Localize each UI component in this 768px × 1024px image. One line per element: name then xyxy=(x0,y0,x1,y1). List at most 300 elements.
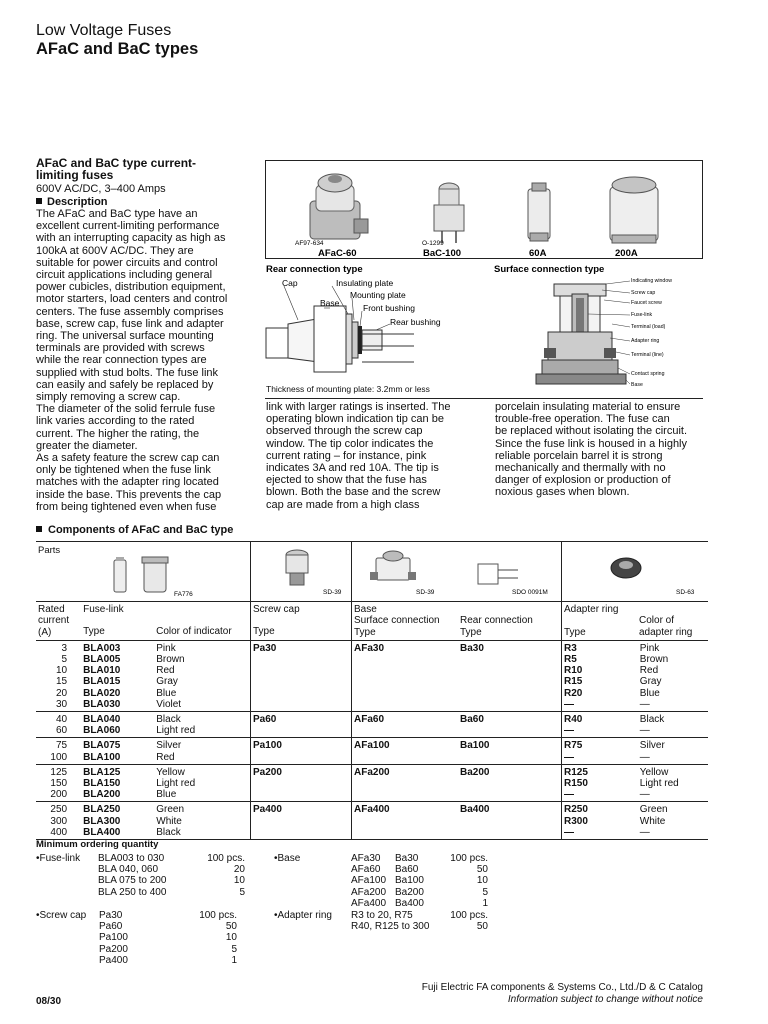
order-row-item: BLA003 to 030 xyxy=(98,853,165,864)
rated-current-cell-line: 40 xyxy=(55,714,68,726)
min-order-cap-items xyxy=(99,910,128,966)
header-rear: Rear connection xyxy=(460,615,533,627)
text-line: link with larger ratings is inserted. The xyxy=(266,401,451,413)
rated-current-cell-line: 20 xyxy=(55,687,68,699)
page-number: 08/30 xyxy=(36,996,62,1007)
fuse-type-cell-line: BLA060 xyxy=(83,725,121,737)
ring-color-cell-line: — xyxy=(639,725,650,737)
text-line: cap are made from a high class xyxy=(266,498,420,511)
indicator-color-cell xyxy=(154,764,250,802)
screw-cap-cell xyxy=(251,640,352,711)
text-line: Since the fuse link is housed in a highly xyxy=(495,437,688,450)
label-indicating-window: Indicating window xyxy=(631,278,672,284)
adapter-ring-photo-cell xyxy=(562,542,709,602)
rated-current-cell-line: 75 xyxy=(55,740,68,752)
fuse-type-cell xyxy=(81,738,154,764)
ring-type-cell-line: — xyxy=(564,751,574,763)
surface-base-cell xyxy=(352,802,459,840)
rated-current-cell-line: 3 xyxy=(61,642,68,654)
order-row-item: BLA 250 to 400 xyxy=(98,886,167,898)
component-group-row xyxy=(36,764,708,802)
order-row-qty: 10 xyxy=(225,932,237,944)
fuse-type-cell-line: BLA040 xyxy=(83,714,121,726)
section-title xyxy=(36,157,251,181)
order-row-b: Ba100 xyxy=(395,875,424,887)
text-line: power cubicles, distribution equipment, xyxy=(36,281,226,294)
ring-type-cell-line: R250 xyxy=(564,804,588,816)
order-row-a: AFa60 xyxy=(351,864,381,876)
min-order-fuse-qty xyxy=(197,853,245,898)
ring-type-cell-line: R20 xyxy=(564,687,583,699)
indicator-color-cell-line: Light red xyxy=(156,725,196,737)
text-line: As a safety feature the screw cap can xyxy=(36,452,220,465)
photo-code-base-surface: SD-39 xyxy=(416,589,435,596)
text-line: reliable porcelain barrel it is strong xyxy=(495,449,663,462)
rated-current-cell xyxy=(36,640,81,711)
screw-cap-cell xyxy=(251,738,352,764)
screw-cap-cell xyxy=(251,764,352,802)
fuse-type-cell-line: BLA010 xyxy=(83,665,121,677)
indicator-color-cell-line: Yellow xyxy=(156,766,185,778)
text-line: ejected to show that the fuse has xyxy=(266,474,427,487)
rated-current-cell-line: 30 xyxy=(55,698,68,710)
photo-code-ring: SD-63 xyxy=(676,589,695,596)
divider xyxy=(265,398,703,399)
rear-base-cell-value: Ba200 xyxy=(460,766,490,778)
min-order-fuse-items xyxy=(98,853,166,898)
order-row-qty: 1 xyxy=(231,954,237,966)
indicator-color-cell-line: Red xyxy=(156,665,175,677)
surface-base-cell xyxy=(352,712,459,738)
order-row-item: R3 to 20, R75 xyxy=(351,910,413,921)
min-order-ring-qty xyxy=(446,910,488,932)
component-group-row xyxy=(36,802,708,840)
fuse-type-cell-line: BLA015 xyxy=(83,676,121,688)
product-photo-panel xyxy=(265,160,703,259)
min-order-ring-label: •Adapter ring xyxy=(274,910,332,921)
text-line: be replaced without isolating the circuit. xyxy=(495,425,687,438)
text-line: blown. Both the base and the screw xyxy=(266,486,441,499)
label-fuse-link: Fuse-link xyxy=(631,312,653,318)
order-row-qty: 5 xyxy=(482,886,488,898)
text-line: observed through the screw cap xyxy=(266,425,423,438)
label-insulating-plate: Insulating plate xyxy=(336,278,394,288)
ring-type-cell-line: R75 xyxy=(564,740,583,752)
rear-base-cell xyxy=(458,764,562,802)
base-header xyxy=(352,602,562,641)
header-screw-cap: Screw cap xyxy=(253,604,300,616)
surface-base-cell-value: AFa200 xyxy=(354,766,390,778)
indicator-color-cell-line: Light red xyxy=(156,778,196,790)
fuse-type-cell-line: BLA020 xyxy=(83,687,121,699)
text-line: 100kA at 600V AC/DC. They are xyxy=(36,244,194,257)
ring-color-cell-line: Green xyxy=(639,804,668,816)
photo-label-bac-100: BaC-100 xyxy=(423,248,462,258)
adapter-header xyxy=(562,602,709,641)
min-order-cap-label: •Screw cap xyxy=(36,910,87,921)
fuse-type-cell xyxy=(81,802,154,840)
surface-base-cell-value: AFa60 xyxy=(354,714,385,726)
photo-code-bac: O-1299 xyxy=(422,240,444,247)
header-cap-type: Type xyxy=(253,626,275,638)
rated-current-cell-line: 150 xyxy=(50,778,68,790)
ring-color-cell xyxy=(638,802,708,840)
header-adapter: Adapter ring xyxy=(564,604,619,616)
header-row xyxy=(36,602,708,641)
label-cap: Cap xyxy=(282,278,298,288)
indicator-color-cell-line: White xyxy=(156,815,182,827)
ring-color-cell-line: Black xyxy=(639,714,665,726)
label-base: Base xyxy=(320,298,340,308)
indicator-color-cell-line: Black xyxy=(156,826,181,838)
rated-current-cell xyxy=(36,764,81,802)
ring-color-cell-line: Light red xyxy=(639,778,679,790)
text-line: The AFaC and BaC type have an xyxy=(36,208,198,220)
fuse-type-cell-line: BLA200 xyxy=(83,789,121,801)
indicator-color-cell-line: Blue xyxy=(156,789,177,801)
fuse-type-cell-line: BLA400 xyxy=(83,826,121,838)
component-group-row xyxy=(36,640,708,711)
text-line: greater the diameter. xyxy=(36,439,138,452)
text-line: mechanically and thermally with no xyxy=(495,462,666,475)
order-row-qty: 50 xyxy=(225,921,237,933)
label-screw-cap: Screw cap xyxy=(631,290,656,296)
ring-type-cell-line: R40 xyxy=(564,714,583,726)
label-faucet-screw: Faucet screw xyxy=(631,300,662,306)
header-rear-type: Type xyxy=(460,626,482,638)
ring-type-cell xyxy=(562,640,638,711)
catalog-category: Low Voltage Fuses xyxy=(36,22,172,39)
description-column-2 xyxy=(266,401,480,511)
order-row-qty: 100 pcs. xyxy=(207,853,245,864)
rated-current-cell-line: 250 xyxy=(50,804,68,816)
rated-current-cell-line: 15 xyxy=(55,676,68,688)
ring-color-cell-line: Silver xyxy=(639,740,665,752)
text-line: with an interrupting capacity as high as xyxy=(36,232,226,245)
indicator-color-cell-line: Green xyxy=(156,804,185,816)
description-heading-text: Description xyxy=(47,196,108,208)
text-line: centers. The fuse assembly comprises xyxy=(36,305,224,318)
ring-color-cell-line: — xyxy=(639,751,650,763)
indicator-color-cell-line: Blue xyxy=(156,687,177,699)
order-row-a: AFa200 xyxy=(351,886,387,898)
order-row-b: Ba30 xyxy=(395,853,419,864)
order-row-b: Ba400 xyxy=(395,897,424,909)
photo-code-cap: SD-39 xyxy=(323,589,342,596)
photo-label-afac-60: AFaC-60 xyxy=(318,248,357,258)
rated-current-cell-line: 10 xyxy=(55,665,68,677)
min-order-heading: Minimum ordering quantity xyxy=(36,839,159,850)
order-row-qty: 5 xyxy=(231,943,237,955)
rear-base-cell xyxy=(458,738,562,764)
text-line: from being tightened even when fuse xyxy=(36,500,217,513)
fuse-type-cell-line: BLA005 xyxy=(83,654,121,666)
fuse-type-cell-line: BLA075 xyxy=(83,740,121,752)
header-surface-type: Type xyxy=(354,626,376,638)
ring-type-cell-line: R300 xyxy=(564,815,588,827)
header-rated: Rated xyxy=(38,604,65,616)
rear-connection-title: Rear connection type xyxy=(266,264,363,275)
min-order-fuse-label: •Fuse-link xyxy=(36,853,81,864)
text-line: excellent current-limiting performance xyxy=(36,220,220,233)
screw-cap-cell-value: Pa200 xyxy=(253,766,282,778)
header-base: Base xyxy=(354,604,377,616)
label-rear-bushing: Rear bushing xyxy=(390,317,441,327)
rear-base-cell-value: Ba100 xyxy=(460,740,490,752)
indicator-color-cell-line: Silver xyxy=(156,740,182,752)
ring-type-cell-line: — xyxy=(564,725,574,737)
text-line: current rating – for instance, pink xyxy=(266,449,427,462)
indicator-color-cell-line: Red xyxy=(156,751,175,763)
rear-base-cell-value: Ba60 xyxy=(460,714,484,726)
bullet-square-icon xyxy=(36,526,42,532)
text-line: supplied with stud bolts. The fuse link xyxy=(36,366,219,379)
rated-current-cell-line: 5 xyxy=(61,654,68,666)
rated-current-header xyxy=(36,602,81,641)
min-order-base-b xyxy=(395,853,424,909)
rear-base-cell-value: Ba30 xyxy=(460,642,484,654)
order-row-qty: 10 xyxy=(233,875,245,887)
label-adapter-ring: Adapter ring xyxy=(631,338,660,344)
ring-color-cell-line: — xyxy=(639,826,650,838)
surface-connection-diagram xyxy=(492,262,704,392)
fuse-type-cell-line: BLA250 xyxy=(83,804,121,816)
ring-color-cell-line: Gray xyxy=(639,676,662,688)
fuse-type-cell-line: BLA030 xyxy=(83,698,121,710)
afac-60-photo xyxy=(310,174,368,239)
header-surface: Surface connection xyxy=(354,615,440,627)
order-row-b: Ba60 xyxy=(395,864,419,876)
label-mounting-plate: Mounting plate xyxy=(350,290,406,300)
order-row-qty: 10 xyxy=(476,875,488,887)
footer-company: Fuji Electric FA components & Systems Co., Ltd./D & C Catalog xyxy=(421,982,703,993)
label-base: Base xyxy=(631,382,643,388)
order-row-item: R40, R125 to 300 xyxy=(351,921,430,933)
ring-type-cell-line: — xyxy=(564,789,574,801)
order-row-item: BLA 075 to 200 xyxy=(98,875,167,887)
page-title: AFaC and BaC types xyxy=(36,40,199,58)
fuse-link-200a-photo xyxy=(610,177,658,243)
description-column-1 xyxy=(36,208,252,513)
text-line: suitable for power circuits and control xyxy=(36,256,218,269)
ring-type-cell-line: R125 xyxy=(564,766,588,778)
order-row-item: Pa30 xyxy=(99,910,123,921)
screw-cap-cell-value: Pa60 xyxy=(253,714,277,726)
fuse-type-cell xyxy=(81,640,154,711)
order-row-item: Pa100 xyxy=(99,932,128,944)
surface-base-cell-value: AFa400 xyxy=(354,804,390,816)
screw-cap-part-photo xyxy=(253,542,349,598)
indicator-color-cell-line: Black xyxy=(156,714,181,726)
header-amps: (A) xyxy=(38,626,52,638)
order-row-item: Pa200 xyxy=(99,943,128,955)
product-photos xyxy=(266,161,702,258)
order-row-item: Pa400 xyxy=(99,954,128,966)
order-row-qty: 100 pcs. xyxy=(450,910,488,921)
label-terminal-load: Terminal (load) xyxy=(631,324,666,330)
section-title-line: limiting fuses xyxy=(36,168,114,182)
text-line: motor starters, load centers and control xyxy=(36,293,228,306)
fuse-link-part-photo xyxy=(38,556,248,600)
header-adapter-ring: adapter ring xyxy=(639,626,693,638)
rear-base-cell xyxy=(458,640,562,711)
screw-cap-header xyxy=(251,602,352,641)
text-line: circuit applications including general xyxy=(36,269,213,282)
text-line: current. The higher the rating, the xyxy=(36,427,200,440)
text-line: only be tightened when the fuse link xyxy=(36,464,211,477)
text-line: danger of explosion or production of xyxy=(495,474,671,487)
order-row-a: AFa30 xyxy=(351,853,381,864)
ring-type-cell xyxy=(562,764,638,802)
rated-current-cell-line: 100 xyxy=(50,751,68,763)
ring-type-cell-line: R10 xyxy=(564,665,583,677)
header-color-indicator: Color of indicator xyxy=(156,626,232,638)
min-order-base-a xyxy=(351,853,386,909)
min-order-base-label: •Base xyxy=(274,853,301,864)
screw-cap-cell-value: Pa100 xyxy=(253,740,282,752)
ring-type-cell xyxy=(562,802,638,840)
screw-cap-cell xyxy=(251,712,352,738)
rated-current-cell xyxy=(36,802,81,840)
rear-base-cell-value: Ba400 xyxy=(460,804,490,816)
fuse-link-header xyxy=(81,602,250,641)
components-body xyxy=(36,640,708,839)
screw-cap-cell xyxy=(251,802,352,840)
order-row-qty: 100 pcs. xyxy=(450,853,488,864)
indicator-color-cell xyxy=(154,738,250,764)
text-line: The diameter of the solid ferrule fuse xyxy=(36,403,216,416)
indicator-color-cell xyxy=(154,712,250,738)
surface-base-cell-value: AFa100 xyxy=(354,740,390,752)
ring-type-cell-line: R150 xyxy=(564,778,588,790)
text-line: trouble-free operation. The fuse can xyxy=(495,413,670,426)
header-current: current xyxy=(38,615,70,627)
text-line: matches with the adapter ring located xyxy=(36,476,219,489)
text-line: terminals are provided with screws xyxy=(36,342,205,355)
text-line: simply removing a screw cap. xyxy=(36,391,181,404)
screw-cap-cell-value: Pa400 xyxy=(253,804,282,816)
order-row-item: BLA 040, 060 xyxy=(98,864,159,876)
header-fuse-link: Fuse-link xyxy=(83,604,124,616)
components-heading xyxy=(36,524,233,536)
min-order-base-qty xyxy=(446,853,488,909)
surface-connection-title: Surface connection type xyxy=(494,264,605,275)
order-row-a: AFa100 xyxy=(351,875,387,887)
rear-base-cell xyxy=(458,802,562,840)
rated-current-cell-line: 300 xyxy=(50,815,68,827)
text-line: while the rear connection types are xyxy=(36,354,207,367)
description-heading xyxy=(36,196,108,208)
rated-current-cell xyxy=(36,738,81,764)
indicator-color-cell-line: Gray xyxy=(156,676,178,688)
bac-100-photo xyxy=(434,183,464,243)
footer-notice: Information subject to change without notice xyxy=(507,994,703,1005)
min-order-cap-qty xyxy=(197,910,237,966)
base-part-photos xyxy=(354,542,559,598)
ring-type-cell xyxy=(562,712,638,738)
ring-color-cell-line: Pink xyxy=(639,642,660,654)
header-fuse-type: Type xyxy=(83,626,105,638)
header-ring-type: Type xyxy=(564,626,586,638)
text-line: inside the base. This prevents the cap xyxy=(36,488,222,501)
indicator-color-cell-line: Pink xyxy=(156,642,176,654)
fuse-type-cell-line: BLA300 xyxy=(83,815,121,827)
indicator-color-cell xyxy=(154,802,250,840)
adapter-ring-part-photo xyxy=(564,542,706,598)
screw-cap-cell-value: Pa30 xyxy=(253,642,277,654)
order-row-item: Pa60 xyxy=(99,921,123,933)
rated-current-cell-line: 125 xyxy=(50,766,68,778)
text-line: window. The tip color indicates the xyxy=(266,437,434,450)
header-color-of: Color of xyxy=(639,615,675,627)
order-row-qty: 1 xyxy=(482,897,488,909)
ring-color-cell xyxy=(638,640,708,711)
order-row-b: Ba200 xyxy=(395,886,424,898)
fuse-type-cell-line: BLA125 xyxy=(83,766,121,778)
ring-color-cell-line: Red xyxy=(639,665,659,677)
ring-type-cell-line: R15 xyxy=(564,676,583,688)
ring-color-cell-line: Blue xyxy=(639,687,660,699)
fuse-type-cell xyxy=(81,764,154,802)
order-row-a: AFa400 xyxy=(351,897,387,909)
photo-code-base-rear: SDO 0091M xyxy=(512,589,548,596)
photo-label-60a: 60A xyxy=(529,248,547,258)
component-group-row xyxy=(36,712,708,738)
component-group-row xyxy=(36,738,708,764)
surface-base-cell xyxy=(352,738,459,764)
order-row-qty: 5 xyxy=(239,886,245,898)
fuse-type-cell xyxy=(81,712,154,738)
rated-current-cell-line: 400 xyxy=(50,826,68,838)
surface-base-cell xyxy=(352,764,459,802)
surface-base-cell xyxy=(352,640,459,711)
order-row-qty: 50 xyxy=(476,864,488,876)
components-table xyxy=(36,541,708,840)
ring-type-cell xyxy=(562,738,638,764)
fuse-type-cell-line: BLA150 xyxy=(83,778,121,790)
base-photo-cell xyxy=(352,542,562,602)
fuse-type-cell-line: BLA100 xyxy=(83,751,121,763)
ring-color-cell xyxy=(638,712,708,738)
parts-label: Parts xyxy=(38,545,61,556)
description-column-3 xyxy=(495,401,707,499)
fuse-link-60a-photo xyxy=(528,183,550,241)
photo-label-200a: 200A xyxy=(615,248,638,258)
rear-base-cell xyxy=(458,712,562,738)
surface-base-cell-value: AFa30 xyxy=(354,642,385,654)
text-line: can easily and safely be replaced by xyxy=(36,378,214,391)
label-terminal-line: Terminal (line) xyxy=(631,352,664,358)
screw-cap-photo-cell xyxy=(251,542,352,602)
ring-type-cell-line: R3 xyxy=(564,642,577,654)
parts-cell xyxy=(36,542,251,602)
indicator-color-cell-line: Brown xyxy=(156,654,185,666)
bullet-square-icon xyxy=(36,198,42,204)
text-line: base, screw cap, fuse link and adapter xyxy=(36,317,224,330)
order-row-qty: 20 xyxy=(233,864,245,876)
min-order-ring-items xyxy=(351,910,429,932)
rated-current-cell-line: 200 xyxy=(50,789,68,801)
photo-code-fuse: FA776 xyxy=(174,591,193,599)
rating-subtitle: 600V AC/DC, 3–400 Amps xyxy=(36,183,166,195)
text-line: indicates 3A and red 10A. The tip is xyxy=(266,462,439,475)
mounting-plate-note: Thickness of mounting plate: 3.2mm or less xyxy=(266,384,430,394)
rated-current-cell-line: 60 xyxy=(55,725,68,737)
order-row-qty: 50 xyxy=(476,921,488,933)
order-row-qty: 100 pcs. xyxy=(199,910,237,921)
label-front-bushing: Front bushing xyxy=(363,303,415,313)
text-line: porcelain insulating material to ensure xyxy=(495,401,681,413)
